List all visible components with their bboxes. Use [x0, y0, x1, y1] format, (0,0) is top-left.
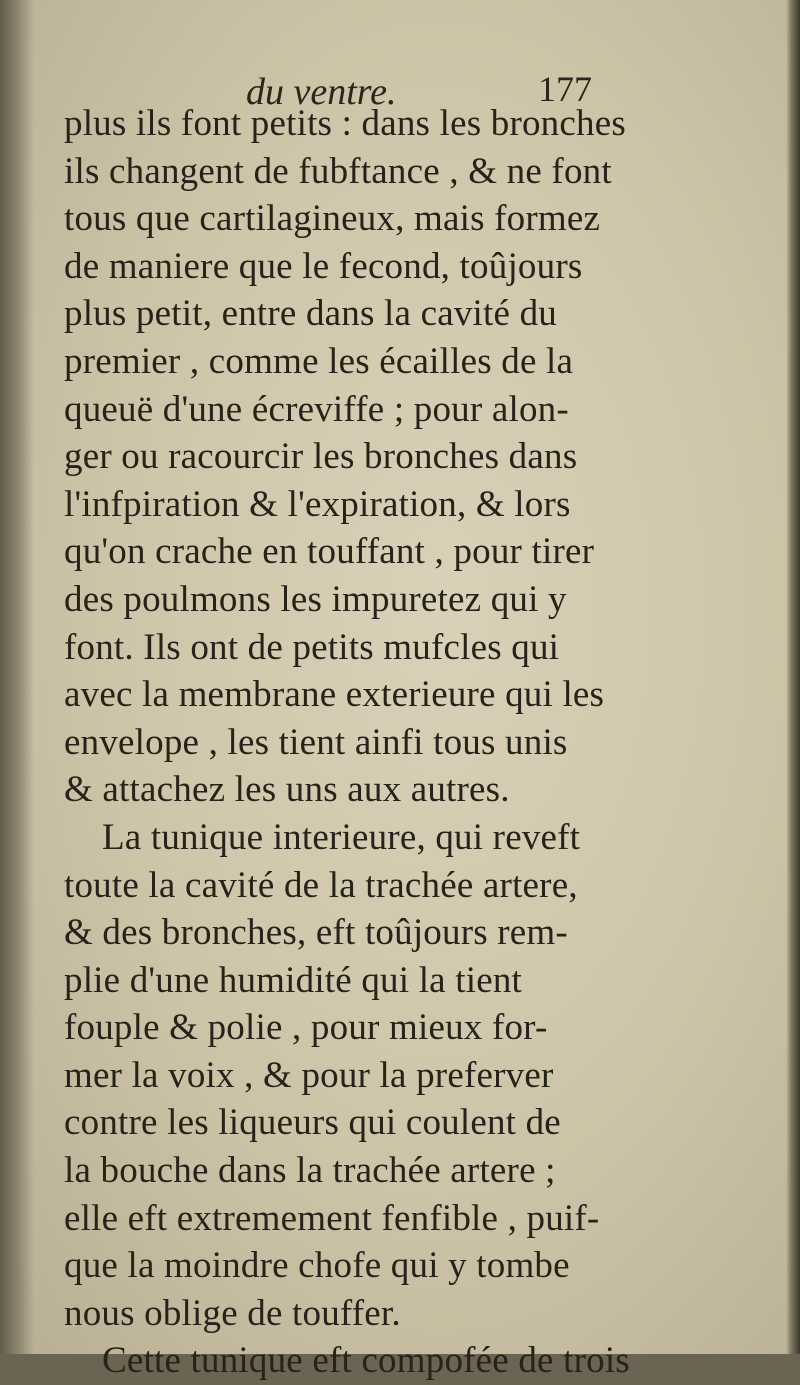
- page-number: 177: [538, 69, 592, 109]
- page-edge: [786, 0, 800, 1354]
- text-line: Cette tunique eft compofée de trois: [102, 1340, 630, 1382]
- text-line: premier , comme les écailles de la: [64, 340, 574, 382]
- text-line: que la moindre chofe qui y tombe: [64, 1245, 570, 1287]
- text-line: ils changent de fubftance , & ne font: [64, 150, 612, 192]
- text-line: queuë d'une écreviffe ; pour alon-: [64, 388, 569, 430]
- text-line: plie d'une humidité qui la tient: [64, 959, 523, 1001]
- page-gutter: [0, 0, 34, 1354]
- text-line: & attachez les uns aux autres.: [64, 769, 510, 811]
- text-line: la bouche dans la trachée artere ;: [64, 1150, 556, 1192]
- text-line: fouple & polie , pour mieux for-: [64, 1007, 548, 1049]
- text-line: de maniere que le fecond, toûjours: [64, 245, 583, 287]
- text-line: envelope , les tient ainfi tous unis: [64, 721, 568, 763]
- text-line: avec la membrane exterieure qui les: [64, 674, 605, 716]
- text-line: mer la voix , & pour la preferver: [64, 1054, 554, 1096]
- text-line: qu'on crache en touffant , pour tirer: [64, 531, 595, 573]
- text-line: & des bronches, eft toûjours rem-: [64, 912, 568, 954]
- text-line: ger ou racourcir les bronches dans: [64, 436, 578, 478]
- text-line: tous que cartilagineux, mais formez: [64, 198, 601, 240]
- text-line: nous oblige de touffer.: [64, 1292, 401, 1334]
- text-line: plus petit, entre dans la cavité du: [64, 293, 557, 335]
- text-line: l'infpiration & l'expiration, & lors: [64, 483, 571, 525]
- running-title: du ventre.: [246, 71, 397, 113]
- text-line: La tunique interieure, qui reveft: [102, 816, 581, 858]
- body-text: [64, 100, 654, 1385]
- text-line: contre les liqueurs qui coulent de: [64, 1102, 561, 1144]
- text-line: plus ils font petits : dans les bronches: [64, 103, 626, 144]
- text-line: elle eft extremement fenfible , puif-: [64, 1197, 600, 1239]
- text-line: toute la cavité de la trachée artere,: [64, 864, 578, 906]
- text-line: des poulmons les impuretez qui y: [64, 578, 567, 620]
- text-line: font. Ils ont de petits mufcles qui: [64, 626, 560, 668]
